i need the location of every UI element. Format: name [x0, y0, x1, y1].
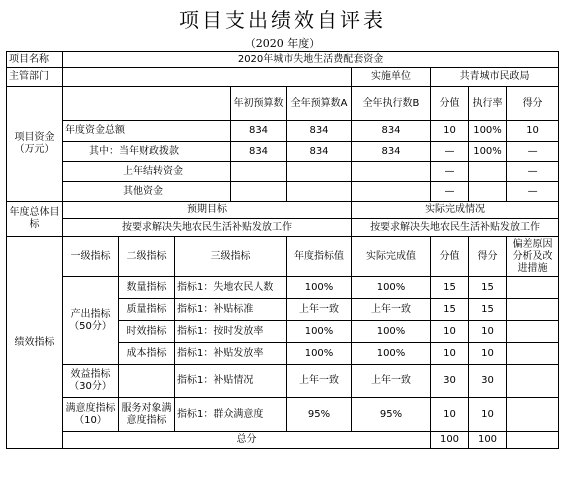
header-score-weight: 分值 [431, 237, 469, 277]
score-weight-cell: 30 [431, 365, 469, 398]
funds-cell: 834 [287, 142, 352, 162]
score-weight-cell: 10 [431, 321, 469, 343]
level2-cell: 数量指标 [119, 277, 175, 299]
project-name-value: 2020年城市失地生活费配套资金 [63, 52, 559, 68]
perf-section-label: 绩效指标 [7, 237, 63, 449]
level2-cell: 服务对象满意度指标 [119, 398, 175, 432]
unit-value: 共青城市民政局 [431, 68, 559, 87]
level3-cell: 指标1：失地农民人数 [175, 277, 287, 299]
score-cell: 30 [469, 365, 507, 398]
funds-cell: 834 [231, 142, 287, 162]
funds-cell [352, 182, 431, 202]
target-cell: 100% [287, 321, 352, 343]
funds-cell: 834 [352, 121, 431, 142]
funds-cell: — [507, 142, 559, 162]
header-target: 年度指标值 [287, 237, 352, 277]
funds-section-label: 项目资金（万元） [7, 87, 63, 202]
total-reason [507, 432, 559, 449]
funds-cell: 834 [352, 142, 431, 162]
header-reason: 偏差原因分析及改进措施 [507, 237, 559, 277]
target-cell: 95% [287, 398, 352, 432]
header-exec-rate: 执行率 [469, 87, 507, 121]
actual-cell: 100% [352, 321, 431, 343]
funds-cell: 834 [287, 121, 352, 142]
self-evaluation-table [6, 51, 559, 449]
reason-cell [507, 299, 559, 321]
level3-cell: 指标1：补贴标准 [175, 299, 287, 321]
funds-cell: — [507, 162, 559, 182]
total-score: 100 [469, 432, 507, 449]
funds-cell: 834 [231, 121, 287, 142]
funds-row-label: 上年结转资金 [63, 162, 231, 182]
score-weight-cell: 10 [431, 398, 469, 432]
funds-cell [469, 162, 507, 182]
score-weight-cell: 15 [431, 299, 469, 321]
reason-cell [507, 398, 559, 432]
funds-cell: 10 [431, 121, 469, 142]
header-score: 得分 [507, 87, 559, 121]
funds-row-label: 其他资金 [63, 182, 231, 202]
level3-cell: 指标1：补贴情况 [175, 365, 287, 398]
funds-cell [287, 162, 352, 182]
reason-cell [507, 321, 559, 343]
expected-goal-header: 预期目标 [63, 202, 352, 219]
actual-cell: 95% [352, 398, 431, 432]
level3-cell: 指标1：补贴发放率 [175, 343, 287, 365]
target-cell: 上年一致 [287, 365, 352, 398]
level2-cell: 时效指标 [119, 321, 175, 343]
actual-cell: 100% [352, 343, 431, 365]
funds-cell [231, 182, 287, 202]
page-title: 项目支出绩效自评表 [179, 8, 386, 32]
funds-cell [352, 162, 431, 182]
score-weight-cell: 10 [431, 343, 469, 365]
header-level2: 二级指标 [119, 237, 175, 277]
funds-cell: — [431, 182, 469, 202]
header-annual-exec: 全年执行数B [352, 87, 431, 121]
header-score-weight: 分值 [431, 87, 469, 121]
funds-row-label: 年度资金总额 [63, 121, 231, 142]
actual-cell: 上年一致 [352, 299, 431, 321]
score-cell: 15 [469, 277, 507, 299]
funds-cell: 100% [469, 121, 507, 142]
level3-cell: 指标1：群众满意度 [175, 398, 287, 432]
header-level3: 三级指标 [175, 237, 287, 277]
score-cell: 10 [469, 343, 507, 365]
dept-label: 主管部门 [7, 68, 63, 87]
header-actual: 实际完成值 [352, 237, 431, 277]
actual-cell: 上年一致 [352, 365, 431, 398]
level2-cell: 质量指标 [119, 299, 175, 321]
funds-cell [287, 182, 352, 202]
level2-cell [119, 365, 175, 398]
funds-cell [231, 162, 287, 182]
level2-cell: 成本指标 [119, 343, 175, 365]
funds-cell: — [507, 182, 559, 202]
reason-cell [507, 277, 559, 299]
goals-section-label: 年度总体目标 [7, 202, 63, 237]
target-cell: 100% [287, 277, 352, 299]
total-label: 总分 [63, 432, 431, 449]
funds-header-blank [63, 87, 231, 121]
funds-cell: 100% [469, 142, 507, 162]
level3-cell: 指标1：按时发放率 [175, 321, 287, 343]
score-weight-cell: 15 [431, 277, 469, 299]
header-annual-budget: 全年预算数A [287, 87, 352, 121]
actual-goal-text: 按要求解决失地农民生活补贴发放工作 [352, 219, 559, 237]
output-indicator-label: 产出指标（50分） [63, 277, 119, 365]
unit-label: 实施单位 [352, 68, 431, 87]
target-cell: 上年一致 [287, 299, 352, 321]
score-cell: 10 [469, 398, 507, 432]
benefit-indicator-label: 效益指标（30分） [63, 365, 119, 398]
target-cell: 100% [287, 343, 352, 365]
total-score-weight: 100 [431, 432, 469, 449]
funds-cell [469, 182, 507, 202]
dept-value [63, 68, 352, 87]
project-name-label: 项目名称 [7, 52, 63, 68]
funds-cell: 10 [507, 121, 559, 142]
header-score: 得分 [469, 237, 507, 277]
header-initial-budget: 年初预算数 [231, 87, 287, 121]
funds-cell: — [431, 162, 469, 182]
score-cell: 10 [469, 321, 507, 343]
satisfaction-indicator-label: 满意度指标（10） [63, 398, 119, 432]
expected-goal-text: 按要求解决失地农民生活补贴发放工作 [63, 219, 352, 237]
funds-row-label: 其中：当年财政拨款 [63, 142, 231, 162]
actual-goal-header: 实际完成情况 [352, 202, 559, 219]
reason-cell [507, 343, 559, 365]
reason-cell [507, 365, 559, 398]
score-cell: 15 [469, 299, 507, 321]
funds-cell: — [431, 142, 469, 162]
actual-cell: 100% [352, 277, 431, 299]
header-level1: 一级指标 [63, 237, 119, 277]
year-label: （2020 年度） [244, 37, 321, 50]
